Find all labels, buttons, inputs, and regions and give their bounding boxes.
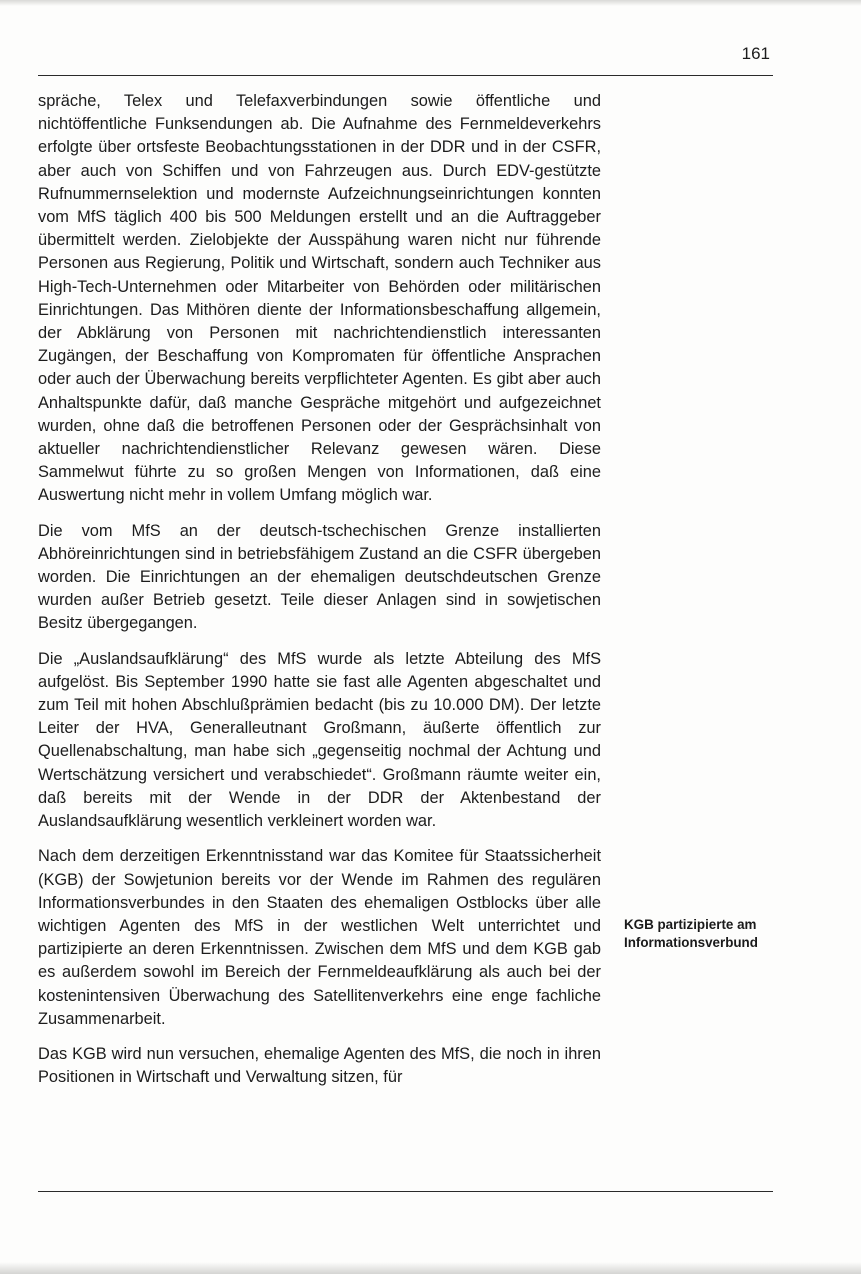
paragraph-kgb-cooperation: Nach dem derzeitigen Erkenntnisstand war das Komitee für Staatssicherheit (KGB) der Sowjetunion bereits vor der Wende im Rahmen des regulären Informationsverbundes in den Staaten des ehemaligen Ostblocks über alle wichtigen Agenten des MfS in der westlichen Welt unterrichtet und partizipierte an deren Erkenntnissen. Zwischen dem MfS und dem KGB gab es außerdem sowohl im Bereich der Fernmeldeaufklärung als auch bei der kostenintensiven Überwachung des Satellitenverkehrs eine enge fachliche Zusammenarbeit. [38,847,601,1028]
paragraph-kgb-agents: Das KGB wird nun versuchen, ehemalige Agenten des MfS, die noch in ihren Positionen in Wirtschaft und Verwaltung sitzen, für [38,1044,601,1087]
header-rule [38,75,773,76]
page-number: 161 [741,44,770,63]
paragraph-foreign-intelligence: Die „Auslandsaufklärung“ des MfS wurde als letzte Abteilung des MfS aufgelöst. Bis September 1990 hatte sie fast alle Agenten abgeschaltet und zum Teil mit hohen Abschlußprämien bedacht (bis zu 10.000 DM). Der letzte Leiter der HVA, Generalleutnant Großmann, äußerte öffentlich zur Quellenabschaltung, man habe sich „gegenseitig nochmal der Achtung und Wertschätzung versichert und verabschiedet“. Großmann räumte weiter ein, daß bereits mit der Wende in der DDR der Aktenbestand der Auslandsaufklärung wesentlich verkleinert worden war. [38,649,601,831]
margin-note: KGB partizipierte am Informationsverbund [624,917,758,950]
footer-rule [38,1191,773,1192]
paragraph-eavesdropping: spräche, Telex und Telefaxverbindungen sowie öffentliche und nichtöffentliche Funksendungen ab. Die Aufnahme des Fernmeldeverkehrs erfolgte über ortsfeste Beobachtungsstationen in der DDR und in der CSFR, aber auch von Schiffen und von Fahrzeugen aus. Durch EDV-gestützte Rufnummernselektion und modernste Aufzeichnungseinrichtungen konnten vom MfS täglich 400 bis 500 Meldungen erstellt und an die Auftraggeber übermittelt werden. Zielobjekte der Ausspähung waren nicht nur führende Personen aus Regierung, Politik und Wirtschaft, sondern auch Techniker aus High-Tech-Unternehmen oder Mitarbeiter von Behörden oder militärischen Einrichtungen. Das Mithören diente der Informationsbeschaffung allgemein, der Abklärung von Personen mit nachrichtendienstlich interessanten Zugängen, der Beschaffung von Kompromaten für öffentliche Ansprachen oder auch der Überwachung bereits verpflichteter Agenten. Es gibt aber auch Anhaltspunkte dafür, daß manche Gespräche mitgehört und aufgezeichnet wurden, ohne daß die betroffenen Personen oder der Gesprächsinhalt von aktueller nachrichtendienstlicher Relevanz gewesen wären. Diese Sammelwut führte zu so großen Mengen von Informationen, daß eine Auswertung nicht mehr in vollem Umfang möglich war. [38,92,601,505]
scan-edge-top [0,0,861,6]
scan-edge-bottom [0,1262,861,1274]
paragraph-interception-facilities: Die vom MfS an der deutsch-tschechischen Grenze installierten Abhöreinrichtungen sind in betriebsfähigem Zustand an die CSFR übergeben worden. Die Einrichtungen an der ehemaligen deutschdeutschen Grenze wurden außer Betrieb gesetzt. Teile dieser Anlagen sind in sowjetischen Besitz übergegangen. [38,521,601,633]
main-text-column [38,90,601,1101]
